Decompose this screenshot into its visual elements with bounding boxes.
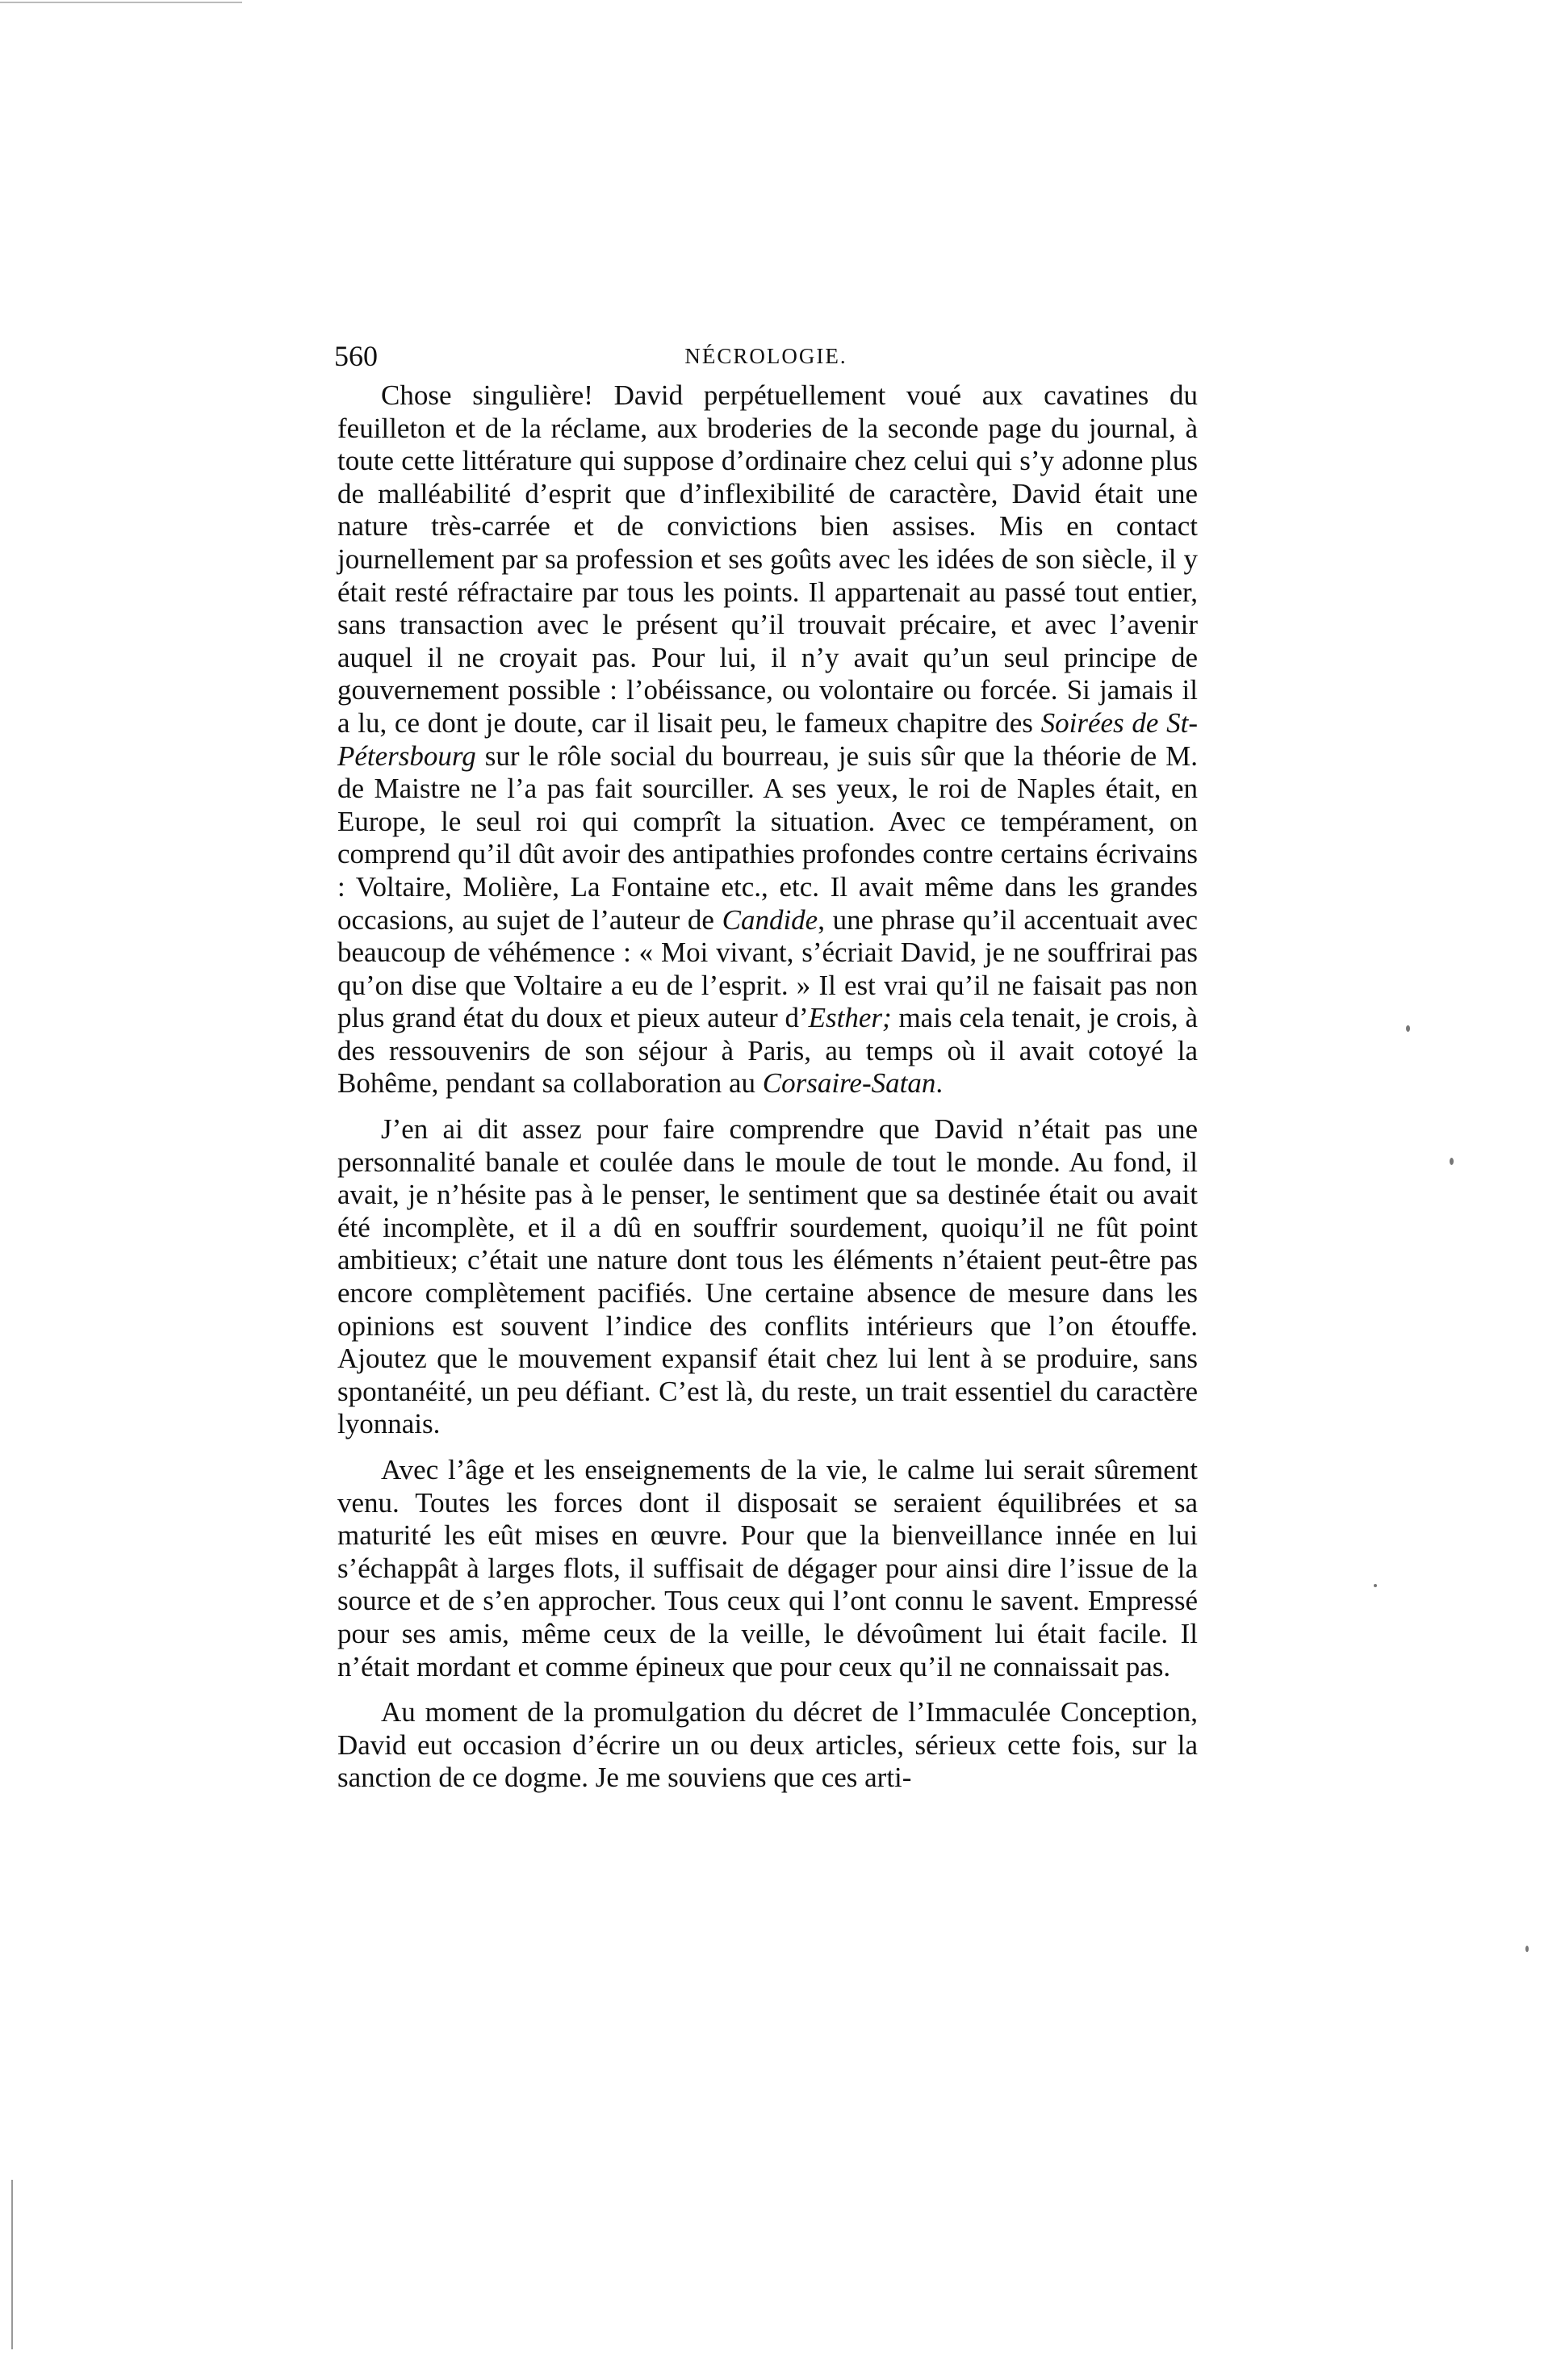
text-run: J’en ai dit assez pour faire comprendre que David n’était pas une personnalité banale et coulée dans le moule de tout le monde. Au fond, il avait, je n’hésite pas à le penser, le sentiment que sa destinée était ou avait été incomplète, et il a dû en souffrir sourdement, quoiqu’il ne fût point ambitieux; c’était une nature dont tous les éléments n’étaient peut-être pas encore complètement pacifiés. Une certaine absence de mesure dans les opinions est souvent l’indice des conflits intérieurs que l’on étouffe. Ajoutez que le mouvement expansif était chez lui lent à se produire, sans spontanéité, un peu défiant. C’est là, du reste, un trait essentiel du caractère lyonnais. (337, 1113, 1198, 1440)
text-run: Chose singulière! David perpétuellement voué aux cavatines du feuilleton et de la réclame, aux broderies de la seconde page du journal, à toute cette littérature qui suppose d’ordinaire chez celui qui s’y adonne plus de malléabilité d’esprit que d’inflexibilité de caractère, David était une nature très-carrée et de convictions bien assises. Mis en contact journellement par sa profession et ses goûts avec les idées de son siècle, il y était resté réfractaire par tous les points. Il appartenait au passé tout entier, sans transaction avec le présent qu’il trouvait précaire, et avec l’avenir auquel il ne croyait pas. Pour lui, il n’y avait qu’un seul principe de gouvernement possible : l’obéissance, ou volontaire ou forcée. Si jamais il a lu, ce dont je doute, car il lisait peu, le fameux chapitre des (337, 379, 1198, 739)
page-number: 560 (334, 340, 378, 372)
text-run: Au moment de la promulgation du décret de l’Immaculée Conception, David eut occasion d’écrire un ou deux articles, sérieux cette fois, sur la sanction de ce dogme. Je me souviens que ces arti- (337, 1696, 1198, 1794)
running-head: NÉCROLOGIE. (684, 344, 847, 368)
paragraph (337, 379, 1198, 1100)
text-run: sur le rôle social du bourreau, je suis sûr que la théorie de M. de Maistre ne l’a pas fait sourciller. A ses yeux, le roi de Naples était, en Europe, le seul roi qui comprît la situation. Avec ce tempérament, on comprend qu’il dût avoir des antipathies profondes contre certains écrivains : Voltaire, Molière, La Fontaine etc., etc. Il avait même dans les grandes occasions, au sujet de l’auteur de (337, 740, 1198, 936)
page-header (334, 336, 1198, 376)
scan-speck (1374, 1584, 1377, 1587)
text-run: Avec l’âge et les enseignements de la vie, le calme lui serait sûrement venu. Toutes les forces dont il disposait se seraient équilibrées et sa maturité les eût mises en œuvre. Pour que la bienveillance innée en lui s’échappât à larges flots, il suffisait de dégager pour ainsi dire l’issue de la source et de s’en approcher. Tous ceux qui l’ont connu le savent. Empressé pour ses amis, même ceux de la veille, le dévoûment lui était facile. Il n’était mordant et comme épineux que pour ceux qu’il ne connaissait pas. (337, 1454, 1198, 1682)
scan-speck (1450, 1158, 1454, 1165)
text-run: , une phrase qu’il accentuait avec beaucoup de véhémence : « Moi vivant, s’écriait David, je ne souffrirai pas qu’on dise que Voltaire a eu de l’esprit. » Il est vrai qu’il ne faisait pas non plus grand état du doux et pieux auteur d’ (337, 903, 1198, 1034)
body-text (337, 379, 1198, 1795)
paragraph (337, 1113, 1198, 1441)
italic-text: Candide (722, 903, 818, 936)
italic-text: Soirées de St-Pétersbourg (337, 706, 1198, 772)
scan-edge-line (11, 2180, 13, 2349)
scan-edge-mark (0, 2, 242, 3)
scan-speck (1406, 1025, 1410, 1032)
text-run: . (935, 1067, 944, 1100)
scan-speck (1525, 1946, 1529, 1952)
text-run: mais cela tenait, je crois, à des ressouvenirs de son séjour à Paris, au temps où il avait cotoyé la Bohême, pendant sa collaboration au (337, 1002, 1198, 1100)
italic-text: Esther; (808, 1002, 892, 1034)
italic-text: Corsaire-Satan (762, 1067, 936, 1100)
paragraph (337, 1454, 1198, 1683)
paragraph (337, 1696, 1198, 1795)
